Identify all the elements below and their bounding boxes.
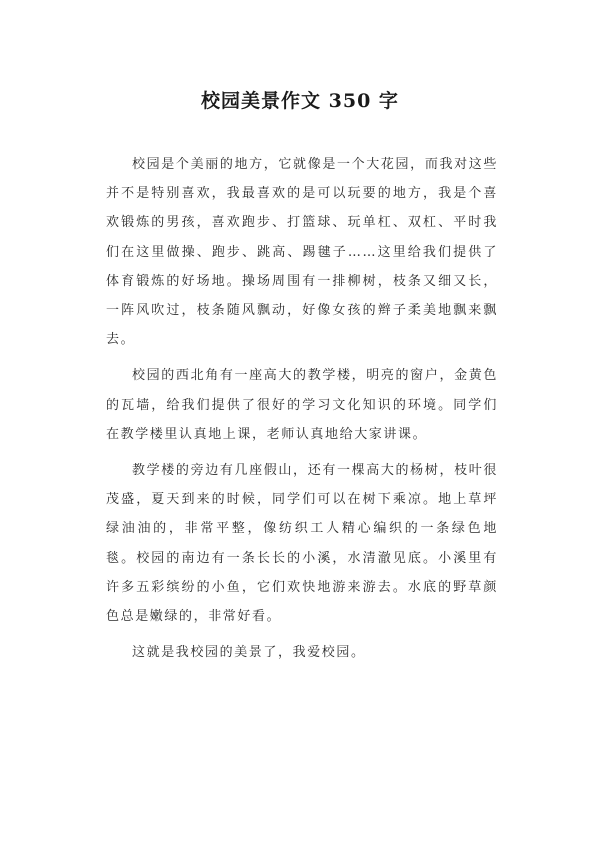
document-title: 校园美景作文 350 字 (201, 90, 399, 112)
document-body (106, 150, 498, 674)
paragraph-3: 教学楼的旁边有几座假山，还有一棵高大的杨树，枝叶很茂盛，夏天到来的时候，同学们可以在树下乘凉。地上草坪绿油油的，非常平整，像纺织工人精心编织的一条绿色地毯。校园的南边有一条长长的小溪，水清澈见底。小溪里有许多五彩缤纷的小鱼，它们欢快地游来游去。水底的野草颜色总是嫩绿的，非常好看。 (106, 463, 498, 625)
paragraph-4: 这就是我校园的美景了，我爱校园。 (132, 645, 366, 661)
paragraph-1: 校园是个美丽的地方，它就像是一个大花园，而我对这些并不是特别喜欢，我最喜欢的是可以玩要的地方，我是个喜欢锻炼的男孩，喜欢跑步、打篮球、玩单杠、双杠、平时我们在这里做操、跑步、跳高、踢毽子……这里给我们提供了体育锻炼的好场地。操场周围有一排柳树，枝条又细又长，一阵风吹过，枝条随风飘动，好像女孩的辫子柔美地飘来飘去。 (106, 157, 498, 348)
paragraph-2: 校园的西北角有一座高大的教学楼，明亮的窗户，金黄色的瓦墙，给我们提供了很好的学习文化知识的环境。同学们在教学楼里认真地上课，老师认真地给大家讲课。 (106, 368, 498, 442)
